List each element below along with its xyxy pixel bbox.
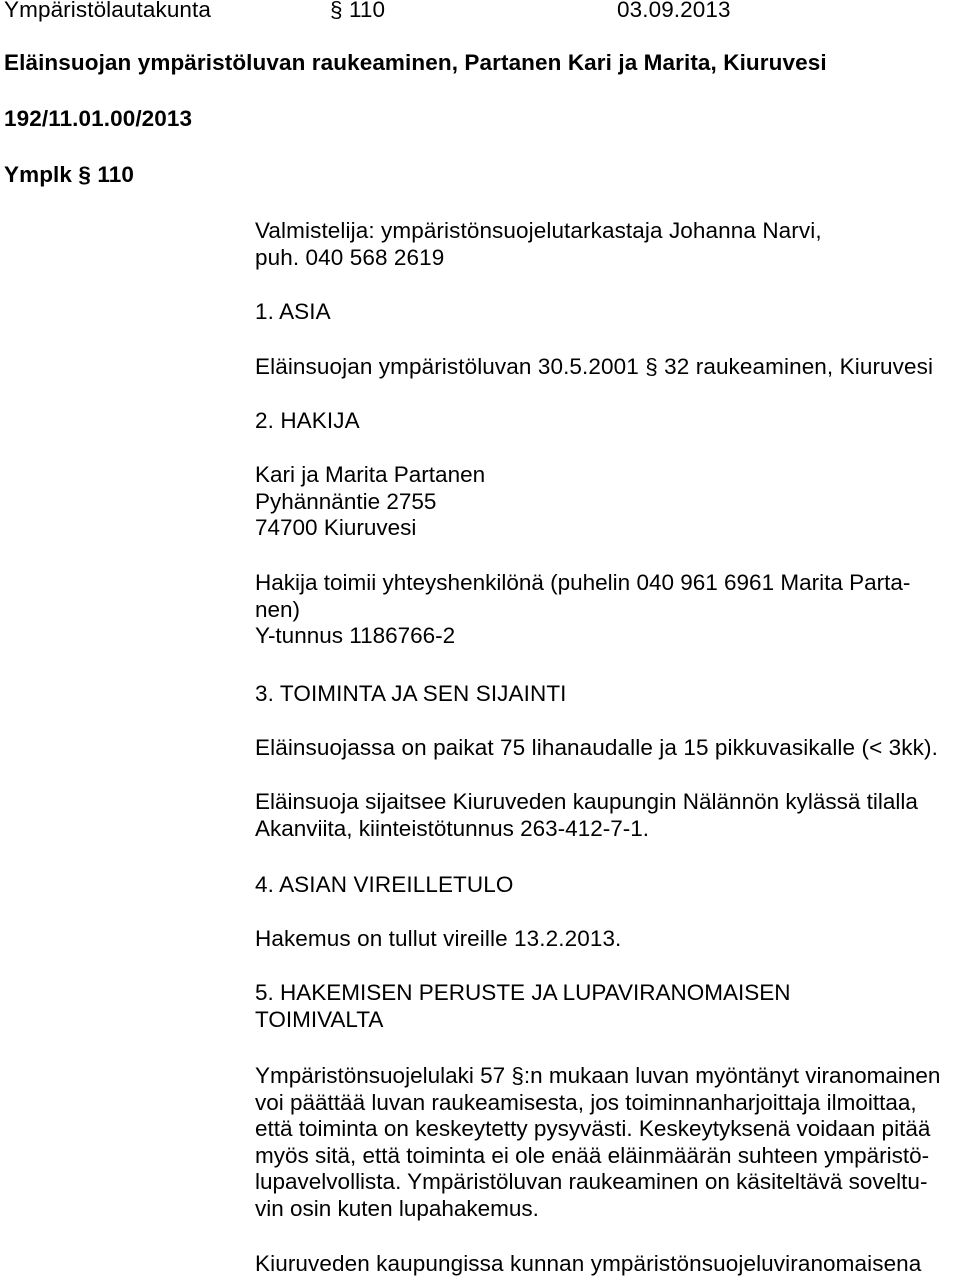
- preparer-line-2: puh. 040 568 2619: [255, 245, 445, 270]
- contact-line: Hakija toimii yhteyshenkilönä (puhelin 040 961 6961 Marita Parta-: [255, 570, 911, 595]
- section-3-text-2: [255, 789, 918, 842]
- address-line: Kari ja Marita Partanen: [255, 462, 486, 487]
- address-line: Pyhännäntie 2755: [255, 488, 437, 514]
- document-title: Eläinsuojan ympäristöluvan raukeaminen, Partanen Kari ja Marita, Kiuruvesi: [4, 50, 827, 75]
- section-5-heading: [255, 980, 791, 1033]
- contact-line: nen): [255, 596, 301, 622]
- paragraph-line: voi päättää luvan raukeamisesta, jos toiminnanharjoittaja ilmoittaa,: [255, 1089, 917, 1115]
- heading-line: 5. HAKEMISEN PERUSTE JA LUPAVIRANOMAISEN: [255, 980, 791, 1005]
- preparer-line-1: Valmistelija: ympäristönsuojelutarkastaja Johanna Narvi,: [255, 218, 822, 243]
- heading-line: TOIMIVALTA: [255, 1006, 384, 1032]
- section-5-text: [255, 1063, 940, 1222]
- record-number: 192/11.01.00/2013: [4, 106, 193, 131]
- section-3-text-1: Eläinsuojassa on paikat 75 lihanaudalle ja 15 pikkuvasikalle (< 3kk).: [255, 735, 938, 760]
- section-5-last-line: Kiuruveden kaupungissa kunnan ympäristönsuojeluviranomaisena: [255, 1251, 922, 1276]
- contact-line: Y-tunnus 1186766-2: [255, 623, 456, 648]
- section-1-text: Eläinsuojan ympäristöluvan 30.5.2001 § 32 raukeaminen, Kiuruvesi: [255, 354, 934, 379]
- meeting-date: 03.09.2013: [617, 0, 731, 22]
- section-2-heading: 2. HAKIJA: [255, 408, 360, 433]
- paragraph-line: lupavelvollista. Ympäristöluvan raukeaminen on käsiteltävä soveltu-: [255, 1169, 928, 1194]
- paragraph-line: myös sitä, että toiminta ei ole enää eläinmäärän suhteen ympäristö-: [255, 1142, 930, 1168]
- paragraph-line: Akanviita, kiinteistötunnus 263-412-7-1.: [255, 815, 649, 841]
- section-3-heading: 3. TOIMINTA JA SEN SIJAINTI: [255, 681, 567, 706]
- paragraph-line: Eläinsuoja sijaitsee Kiuruveden kaupungin Nälännön kylässä tilalla: [255, 789, 918, 814]
- section-4-heading: 4. ASIAN VIREILLETULO: [255, 872, 514, 897]
- address-line: 74700 Kiuruvesi: [255, 515, 417, 540]
- section-4-text: Hakemus on tullut vireille 13.2.2013.: [255, 926, 622, 951]
- committee-name: Ympäristölautakunta: [4, 0, 212, 22]
- section-1-heading: 1. ASIA: [255, 299, 331, 324]
- paragraph-line: Ympäristönsuojelulaki 57 §:n mukaan luvan myöntänyt viranomainen: [255, 1063, 941, 1088]
- reference: Ymplk § 110: [4, 162, 134, 187]
- applicant-contact: [255, 570, 910, 650]
- paragraph-line: vin osin kuten lupahakemus.: [255, 1195, 539, 1221]
- applicant-address: [255, 462, 485, 542]
- paragraph-line: että toiminta on keskeytetty pysyvästi. Keskeytyksenä voidaan pitää: [255, 1116, 931, 1141]
- section-number: § 110: [330, 0, 386, 22]
